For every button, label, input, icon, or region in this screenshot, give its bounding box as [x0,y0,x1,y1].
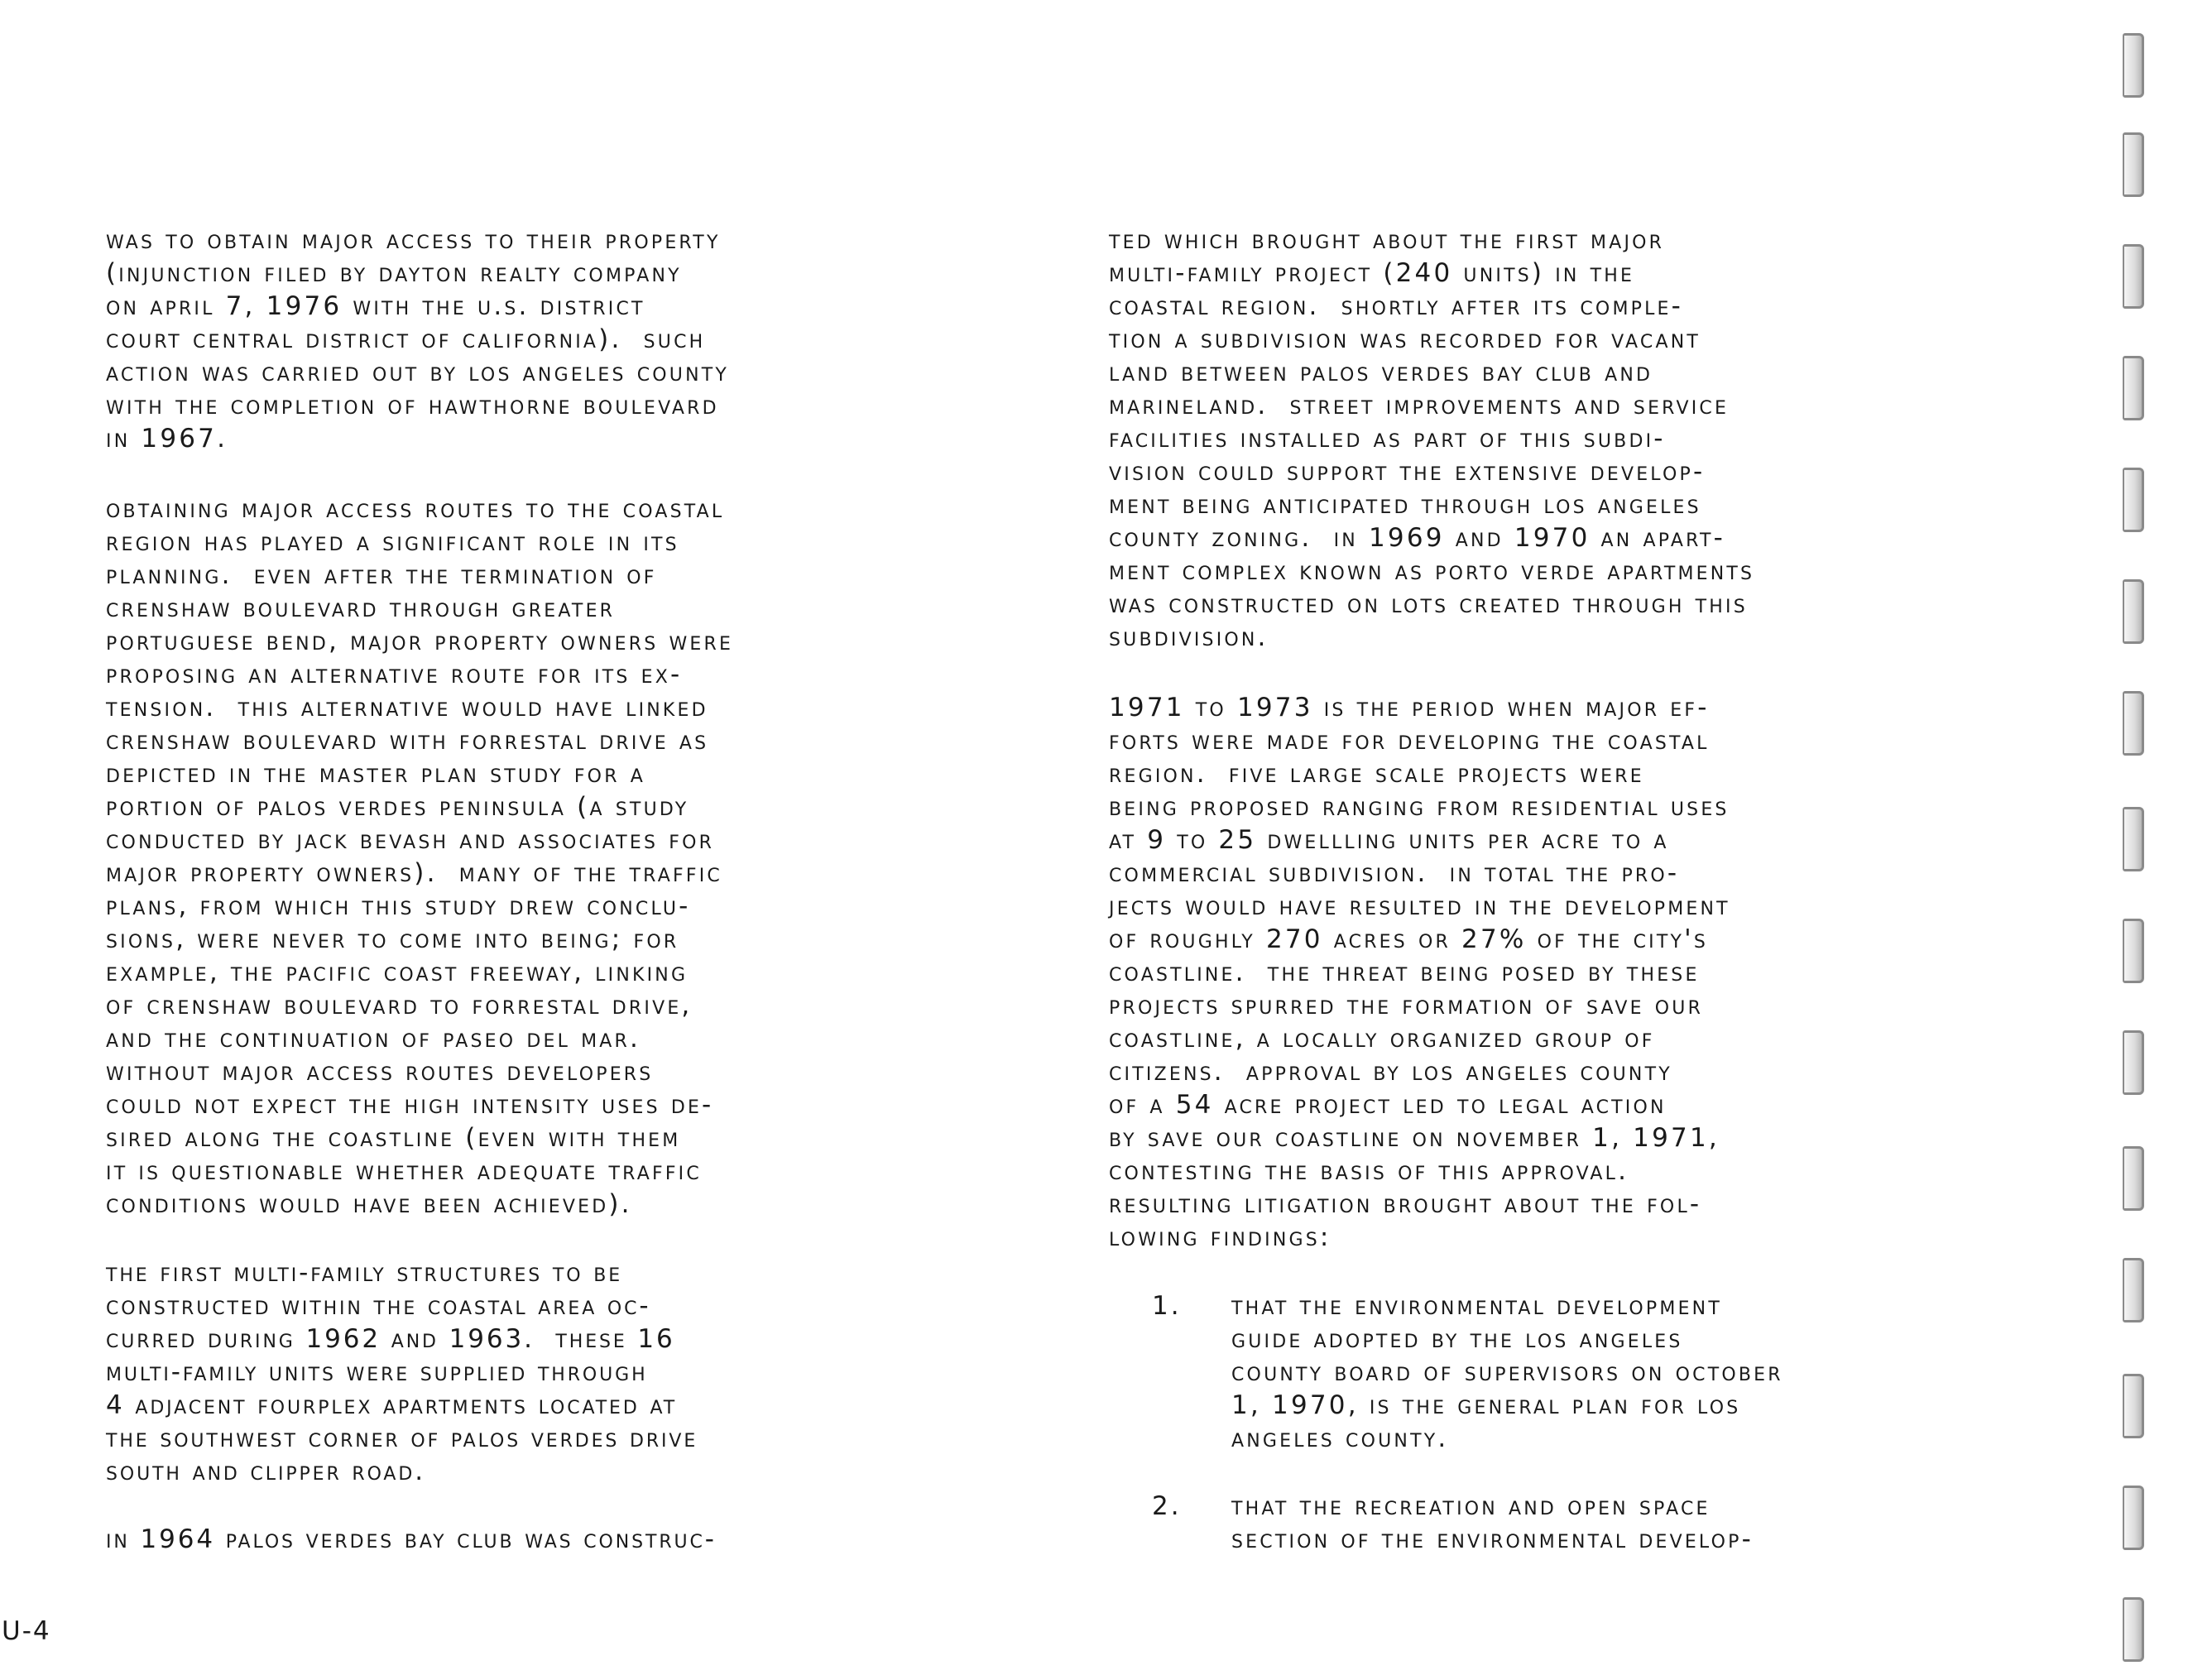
body-line: citizens. approval by los angeles county [1109,1057,1672,1087]
body-line: crenshaw boulevard through greater [106,593,616,623]
body-line: obtaining major access routes to the coastal [106,494,725,524]
body-line: at 9 to 25 dwellling units per acre to a [1109,825,1669,855]
body-line: portion of palos verdes peninsula (a study [106,792,689,822]
binding-ring [2123,132,2144,197]
body-line: conditions would have been achieved). [106,1189,632,1219]
body-line: plans, from which this study drew conclu- [106,891,691,921]
body-line: commercial subdivision. in total the pro- [1109,858,1680,888]
body-line: forts were made for developing the coastal [1109,726,1710,756]
body-line: crenshaw boulevard with forrestal drive as [106,726,709,756]
body-line: ment being anticipated through los angeles [1109,490,1701,520]
body-line: coastline, a locally organized group of [1109,1024,1655,1054]
body-line: region. five large scale projects were [1109,759,1644,789]
spiral-binding [2114,0,2188,1680]
body-line: 4 adjacent fourplex apartments located at [106,1390,678,1420]
binding-ring [2123,1486,2144,1550]
binding-ring [2123,33,2144,98]
binding-ring [2123,579,2144,644]
body-line: action was carried out by los angeles county [106,358,730,387]
body-line: depicted in the master plan study for a [106,759,645,789]
body-line: south and clipper road. [106,1457,425,1486]
body-line: jects would have resulted in the development [1109,891,1730,921]
body-line: planning. even after the termination of [106,560,657,590]
body-line: by save our coastline on november 1, 1971, [1109,1123,1720,1153]
page-number: U-4 [2,1616,51,1646]
body-line: portuguese bend, major property owners were [106,626,734,656]
body-line: the southwest corner of palos verdes drive [106,1423,698,1453]
binding-ring [2123,244,2144,309]
body-line: it is questionable whether adequate traffic [106,1156,702,1186]
body-line: multi-family units were supplied through [106,1357,648,1387]
body-line: was to obtain major access to their property [106,225,721,255]
finding-number: 1. [1152,1291,1182,1321]
body-line: resulting litigation brought about the fol- [1109,1189,1702,1219]
body-line: and the continuation of paseo del mar. [106,1024,641,1054]
finding-line: angeles county. [1231,1423,1449,1453]
binding-ring [2123,807,2144,871]
body-line: coastline. the threat being posed by these [1109,958,1700,987]
body-line: multi-family project (240 units) in the [1109,258,1635,288]
binding-ring [2123,356,2144,420]
body-line: coastal region. shortly after its comple- [1109,291,1684,321]
finding-line: guide adopted by the los angeles [1231,1324,1683,1354]
body-line: major property owners). many of the traffic [106,858,722,888]
body-line: land between palos verdes bay club and [1109,358,1653,387]
binding-ring [2123,1146,2144,1211]
body-line: could not expect the high intensity uses de- [106,1090,714,1120]
binding-ring [2123,1597,2144,1662]
body-line: example, the pacific coast freeway, linking [106,958,689,987]
body-line: court central district of california). such [106,324,706,354]
finding-number: 2. [1152,1491,1182,1521]
binding-ring [2123,919,2144,983]
body-line: ted which brought about the first major [1109,225,1665,255]
body-line: sions, were never to come into being; for [106,924,679,954]
binding-ring [2123,468,2144,532]
finding-line: county board of supervisors on october [1231,1357,1783,1387]
body-line: was constructed on lots created through this [1109,589,1748,619]
body-line: facilities installed as part of this subdi- [1109,424,1666,454]
body-line: curred during 1962 and 1963. these 16 [106,1324,675,1354]
body-line: in 1964 palos verdes bay club was construc- [106,1524,717,1554]
body-line: the first multi-family structures to be [106,1258,623,1288]
finding-line: section of the environmental develop- [1231,1524,1754,1554]
body-line: of a 54 acre project led to legal action [1109,1090,1667,1120]
body-line: contesting the basis of this approval. [1109,1156,1629,1186]
body-line: subdivision. [1109,622,1269,652]
body-line: with the completion of hawthorne boulevard [106,391,719,420]
body-line: being proposed ranging from residential uses [1109,792,1730,822]
body-line: in 1967. [106,424,228,454]
body-line: region has played a significant role in its [106,527,679,557]
body-line: 1971 to 1973 is the period when major ef- [1109,693,1710,722]
finding-line: that the recreation and open space [1231,1491,1711,1521]
body-line: of roughly 270 acres or 27% of the city's [1109,924,1708,954]
body-line: county zoning. in 1969 and 1970 an apart- [1109,523,1725,553]
body-line: projects spurred the formation of save our [1109,991,1704,1020]
binding-ring [2123,1030,2144,1095]
binding-ring [2123,1374,2144,1438]
body-line: without major access routes developers [106,1057,654,1087]
body-line: (injunction filed by dayton realty company [106,258,682,288]
body-line: tension. this alternative would have linked [106,693,708,722]
body-line: of crenshaw boulevard to forrestal drive, [106,991,693,1020]
body-line: constructed within the coastal area oc- [106,1291,651,1321]
finding-line: 1, 1970, is the general plan for los [1231,1390,1741,1420]
body-line: lowing findings: [1109,1222,1332,1252]
body-line: sired along the coastline (even with them [106,1123,681,1153]
body-line: tion a subdivision was recorded for vacant [1109,324,1701,354]
body-line: ment complex known as porto verde apartments [1109,556,1755,586]
finding-line: that the environmental development [1231,1291,1722,1321]
body-line: conducted by jack bevash and associates for [106,825,715,855]
body-line: marineland. street improvements and service [1109,391,1730,420]
body-line: on april 7, 1976 with the u.s. district [106,291,645,321]
binding-ring [2123,691,2144,756]
body-line: proposing an alternative route for its ex- [106,660,683,689]
body-line: vision could support the extensive develop- [1109,457,1706,487]
binding-ring [2123,1258,2144,1322]
